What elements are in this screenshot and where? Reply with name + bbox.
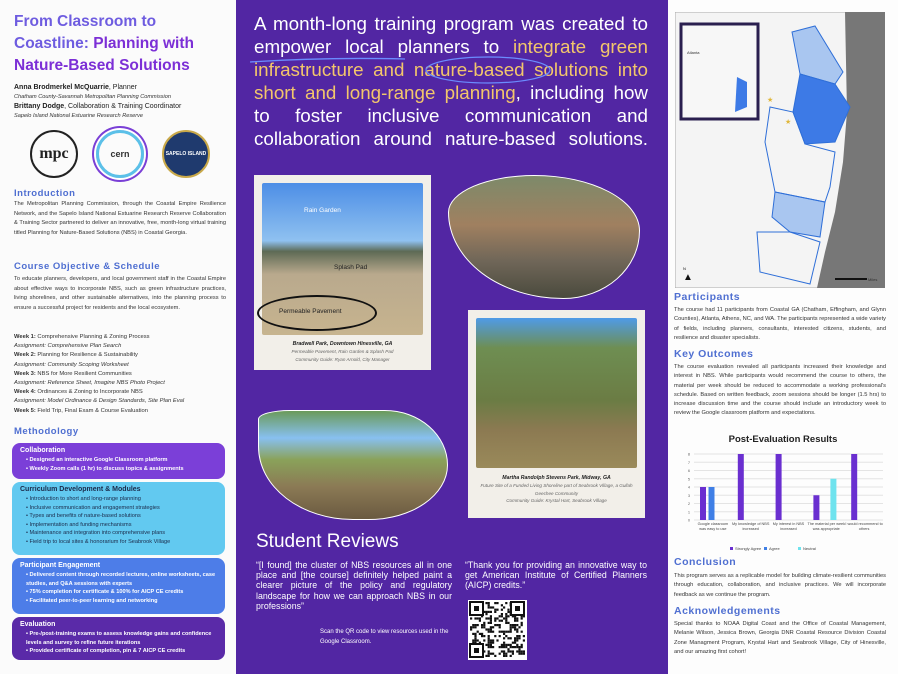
headline-highlight: integrate green infrastructure and nature-based solutions into short and long-range planning (254, 36, 648, 103)
bradwell-park-photo-card (254, 175, 431, 370)
week-topic: NBS for More Resilient Communities (35, 370, 132, 377)
week-assignment: Assignment: Community Scoping Worksheet (14, 361, 129, 368)
participants-heading: Participants (674, 291, 741, 303)
week-item (14, 388, 229, 397)
outcomes-heading: Key Outcomes (674, 348, 754, 360)
box-item: • 75% completion for certificate & 100% for AICP CE credits (26, 588, 217, 597)
north-arrow-icon: ▲ (683, 272, 693, 283)
methodology-box (12, 482, 225, 555)
box-item: • Maintenance and integration into comprehensive plans (26, 529, 217, 538)
introduction-heading: Introduction (14, 188, 76, 199)
week-number: Week 5: (14, 407, 36, 414)
post-evaluation-chart (668, 446, 898, 556)
coastal-georgia-map (675, 12, 885, 288)
legend-label: Agree (769, 546, 780, 551)
title-line: From Classroom to (14, 13, 157, 30)
course-text: To educate planners, developers, and local government staff in the Coastal Empire about effective ways to incorporate NBS, such as green infrastructure practices, living shorelines, and other sustainable alternatives, into the planning process to ensure a successful project for residents and the local ecosystem. (14, 276, 226, 311)
bar-agree (709, 487, 715, 520)
poster-title (14, 11, 229, 77)
title-line (14, 33, 229, 55)
conclusion-text: This program serves as a replicable model for building climate-resilient communities through education, collaboration, and inclusive practices. We will incorporate feedback as we continue the program. (674, 573, 886, 598)
box-item: • Pre-/post-training exams to assess knowledge gains and confidence levels and survey to refine future iterations (26, 630, 217, 647)
hand-drawn-annotations (245, 45, 565, 95)
box-item: • Facilitated peer-to-peer learning and networking (26, 597, 217, 606)
box-item: • Types and benefits of nature-based solutions (26, 512, 217, 521)
acknowledgements-heading: Acknowledgements (674, 605, 781, 617)
stevens-park-photo-card (468, 310, 645, 518)
bradwell-park-photo (262, 183, 423, 335)
author-role: , Collaboration & Training Coordinator (64, 103, 182, 110)
methodology-box (12, 558, 225, 614)
y-tick-label: 6 (688, 469, 690, 473)
week-item (14, 370, 229, 379)
week-topic: Ordinances & Zoning to Incorporate NBS (35, 389, 143, 396)
box-item: • Weekly Zoom calls (1 hr) to discuss topics & assignments (26, 465, 217, 474)
photo-subcaption: Community Guide: Ryan Arnold, City Manager (295, 356, 390, 362)
scale-label: Miles (868, 277, 878, 282)
box-item: • Inclusive communication and engagement strategies (26, 504, 217, 513)
stevens-park-photo (476, 318, 637, 468)
conclusion-heading: Conclusion (674, 556, 737, 568)
box-title: Participant Engagement (20, 562, 101, 569)
week-item (14, 333, 229, 342)
legend-swatch (764, 547, 767, 550)
x-category-label: My interest in NBS increased (772, 522, 805, 531)
course-heading: Course Objective & Schedule (14, 261, 161, 272)
methodology-heading: Methodology (14, 426, 79, 437)
week-topic: Field Trip, Final Exam & Course Evaluation (35, 407, 148, 414)
bar-strongly-agree (813, 495, 819, 520)
review-quote: “Thank you for providing an innovative way to get American Institute of Certified Planners (AICP) credits.” (465, 560, 647, 591)
cern-logo: cern (96, 130, 144, 178)
legend-label: Strongly Agree (735, 546, 762, 551)
bar-neutral (830, 479, 836, 520)
map-inset-label: Atlanta (687, 50, 700, 55)
methodology-box (12, 443, 225, 479)
week-schedule (14, 333, 229, 416)
box-item: • Designed an interactive Google Classroom platform (26, 456, 217, 465)
outcomes-text: The course evaluation revealed all participants increased their knowledge and interest in NBS. While participants would recommend the course to others, the material per week should be reduced to accommodate a working professional's schedule. Based on written feedback, zoom sessions should be longer (1.5 hrs) to increase discussion time and the course should include an introductory week to review the Google classroom platform and expectations. (674, 364, 886, 417)
week-item (14, 407, 229, 416)
y-tick-label: 1 (688, 510, 690, 515)
author-affiliation: Sapelo Island National Estuarine Research Reserve (14, 113, 144, 119)
author-role: , Planner (108, 84, 137, 91)
x-category-label: Google classroom was easy to use (697, 522, 729, 531)
legend-swatch (730, 547, 733, 550)
box-item: • Provided certificate of completion, pin & 7 AICP CE credits (26, 647, 217, 656)
left-column (0, 0, 236, 674)
week-assignment: Assignment: Comprehensive Plan Search (14, 343, 122, 350)
week-number: Week 3: (14, 370, 36, 377)
sapelo-island-logo: SAPELO ISLAND (162, 130, 210, 178)
headline-text: A month-long training program was created to empower local planners to (254, 13, 648, 57)
photo-label: Permeable Pavement (279, 308, 342, 315)
photo-caption: Martha Randolph Stevens Park, Midway, GA (502, 475, 611, 481)
qr-code[interactable] (468, 600, 527, 660)
authors (14, 83, 229, 121)
week-item (14, 351, 229, 360)
week-number: Week 1: (14, 334, 36, 340)
author-name: Anna Brodmerkel McQuarrie (14, 84, 109, 91)
legend-swatch (798, 547, 801, 550)
y-tick-label: 8 (688, 452, 690, 457)
review-quote: “[I found] the cluster of NBS resources all in one place and [the course] definitely helped paint a clearer picture of the policy and regulatory landscape for how we can approach NBS in our professions” (256, 560, 452, 611)
box-item: • Implementation and funding mechanisms (26, 521, 217, 530)
star-icon: ★ (767, 97, 774, 104)
week-topic: Comprehensive Planning & Zoning Process (35, 334, 150, 340)
author-name: Brittany Dodge (14, 103, 65, 110)
y-tick-label: 5 (688, 477, 690, 482)
box-item: • Delivered content through recorded lectures, online worksheets, case studies, and Q&A sessions with experts (26, 571, 217, 588)
week-assignment: Assignment: Reference Sheet, Imagine NBS Photo Project (14, 380, 165, 387)
bar-strongly-agree (851, 454, 857, 520)
y-tick-label: 4 (688, 485, 690, 490)
y-tick-label: 3 (688, 493, 690, 498)
box-title: Curriculum Development & Modules (20, 486, 141, 493)
photo-label: Rain Garden (304, 207, 341, 214)
participants-text: The course had 11 participants from Coastal GA (Chatham, Effingham, and Glynn Counties), Atlanta, Athens, NC, and WA. The participants represented a wide variety of fields, including planners, consultants, interested citizens, students, and resilience and disaster specialists. (674, 307, 886, 341)
headline-text: , including how to foster inclusive communication and collaboration around nature-based solutions. (254, 82, 648, 149)
box-title: Evaluation (20, 621, 56, 628)
chart-title: Post-Evaluation Results (728, 434, 838, 445)
title-fragment: Planning with (88, 35, 194, 52)
legend-label: Neutral (803, 546, 816, 551)
week-topic: Planning for Resilience & Sustainability (35, 352, 138, 359)
photo-label: Splash Pad (334, 264, 368, 271)
bar-strongly-agree (738, 454, 744, 520)
week-number: Week 4: (14, 389, 36, 396)
box-item: • Introduction to short and long-range planning (26, 495, 217, 504)
north-label: N (683, 266, 686, 271)
photo-subcaption: Community Guide: Krystal Hart, Seabrook Village (506, 498, 607, 503)
introduction-text: The Metropolitan Planning Commission, through the Coastal Empire Resilience Network, and the Sapelo Island National Estuarine Research Reserve Collaboration & Training Sector partnered to deliver an innovative, free, month-long virtual training titled Planning for Nature-Based Solutions (NBS) in Coastal Georgia. (14, 201, 226, 236)
week-assignment: Assignment: Model Ordinance & Design Standards, Site Plan Eval (14, 398, 185, 405)
methodology-box (12, 617, 225, 660)
logos (30, 130, 210, 178)
bar-strongly-agree (700, 487, 706, 520)
reviews-heading: Student Reviews (256, 531, 399, 552)
y-tick-label: 7 (688, 460, 690, 465)
title-fragment: Coastline: (14, 35, 89, 52)
acknowledgements-text: Special thanks to NOAA Digital Coast and the Office of Coastal Management, Melanie Wilson, Jessica Brown, Georgia DNR Coastal Resource Division Coastal Zone Managment Program, Krystal Hart and Seabrook Village, City of Hinesville, and our amazing first cohort! (674, 621, 886, 655)
x-category-label: My knowledge of NBS increased (732, 522, 770, 531)
bar-strongly-agree (776, 454, 782, 520)
x-category-label: I would recommend to others (845, 522, 883, 531)
week-number: Week 2: (14, 352, 36, 359)
photo-subcaption: Permeable Pavement, Rain Garden & Splash Pad (291, 349, 394, 354)
qr-note: Scan the QR code to view resources used in the Google Classroom. (320, 629, 449, 645)
star-icon: ★ (785, 119, 792, 126)
x-category-label: The material per week was appropriate (807, 522, 846, 531)
title-line: Nature-Based Solutions (14, 57, 190, 74)
mpc-logo: mpc (30, 130, 78, 178)
box-item: • Field trip to local sites & honorarium for Seabrook Village (26, 538, 217, 547)
y-tick-label: 0 (688, 518, 690, 523)
box-title: Collaboration (20, 447, 66, 454)
author-affiliation: Chatham County-Savannah Metropolitan Planning Commission (14, 94, 172, 100)
y-tick-label: 2 (688, 502, 690, 506)
photo-subcaption: Future Site of a Funded Living Shoreline part of Seabrook Village, a Gullah Geechee Community (480, 483, 633, 496)
photo-caption: Bradwell Park, Downtown Hinesville, GA (292, 341, 393, 347)
